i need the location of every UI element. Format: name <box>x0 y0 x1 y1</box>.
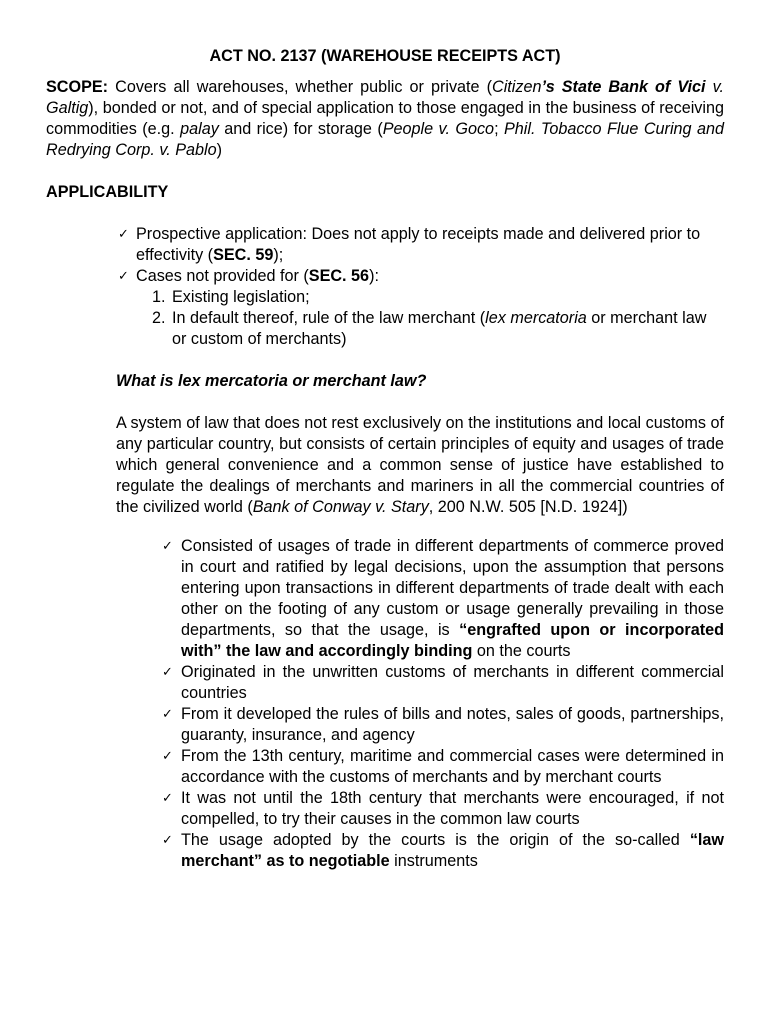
applicability-heading: APPLICABILITY <box>46 183 169 201</box>
source-item-existing-legislation <box>152 287 724 308</box>
applicability-item-prospective <box>120 224 724 266</box>
sources-list <box>136 287 724 350</box>
point-text: Consisted of usages of trade in different departments of commerce proved in court and ratified by legal decisions, upon the assumption that persons entering upon transactions in different departments of trade dealt with each other on the footing of any custom or usage generally prevailing in those departments, so that the usage, is <box>181 537 724 639</box>
list-number: 2. <box>152 309 166 327</box>
item-text: Cases not provided for ( <box>136 267 309 285</box>
case-citizens-c: v. Galtig <box>46 78 725 117</box>
section-ref-59: SEC. 59 <box>213 246 274 264</box>
term-lex-mercatoria: lex mercatoria <box>485 309 587 327</box>
characteristic-origin-law-merchant <box>181 830 724 872</box>
case-bank-of-conway: Bank of Conway v. Stary <box>252 498 429 516</box>
point-text: The usage adopted by the courts is the origin of the so-called <box>181 831 690 849</box>
source-text: In default thereof, rule of the law merchant ( <box>172 309 486 327</box>
characteristic-18th-century: ✓ It was not until the 18th century that merchants were encouraged, if not compelled, to try their causes in the common law courts <box>181 788 724 830</box>
item-text-end: ): <box>369 267 379 285</box>
source-text: Existing legislation; <box>172 288 310 306</box>
source-item-law-merchant <box>152 308 724 350</box>
source-text-end: or merchant law or custom of merchants) <box>172 309 707 348</box>
point-text-end: instruments <box>389 852 478 870</box>
term-palay: palay <box>180 120 219 138</box>
point-text-end: on the courts <box>472 642 571 660</box>
case-citizens-a: Citizen <box>492 78 542 96</box>
scope-text-4: ; <box>494 120 504 138</box>
characteristic-usages-of-trade <box>181 536 724 662</box>
scope-label: SCOPE: <box>46 78 109 96</box>
point-emphasis: “engrafted upon or incorporated with” the law and accordingly binding <box>181 621 724 660</box>
scope-text-3: and rice) for storage ( <box>218 120 383 138</box>
point-emphasis: “law merchant” as to negotiable <box>181 831 724 870</box>
item-text-end: ); <box>273 246 284 264</box>
case-phil-tobacco: Phil. Tobacco Flue Curing and Redrying Corp. v. Pablo <box>46 120 724 159</box>
scope-text-2: ), bonded or not, and of special application to those engaged in the business of receiving commodities (e.g. <box>46 99 724 138</box>
document-title: ACT NO. 2137 (WAREHOUSE RECEIPTS ACT) <box>209 47 561 65</box>
item-text: Prospective application: Does not apply to receipts made and delivered prior to effectivity ( <box>136 225 701 264</box>
section-ref-56: SEC. 56 <box>308 267 370 285</box>
applicability-list <box>46 224 724 350</box>
characteristic-unwritten-customs: ✓ Originated in the unwritten customs of merchants in different commercial countries <box>181 662 724 704</box>
characteristics-list <box>46 536 724 872</box>
definition-text: A system of law that does not rest exclusively on the institutions and local customs of any particular country, but consists of certain principles of equity and usages of trade which general convenience and a common sense of justice have established to regulate the dealings of merchants and mariners in all the commercial countries of the civilized world ( <box>116 414 724 516</box>
definition-citation: , 200 N.W. 505 [N.D. 1924]) <box>428 498 628 516</box>
characteristic-13th-century: ✓ From the 13th century, maritime and commercial cases were determined in accordance with the customs of merchants and by merchant courts <box>181 746 724 788</box>
definition-paragraph <box>116 413 724 518</box>
characteristic-developed-rules: ✓ From it developed the rules of bills and notes, sales of goods, partnerships, guaranty, insurance, and agency <box>181 704 724 746</box>
scope-text-1: Covers all warehouses, whether public or private ( <box>108 78 493 96</box>
list-number: 1. <box>152 288 166 306</box>
case-people-v-goco: People v. Goco <box>382 120 495 138</box>
question-heading: What is lex mercatoria or merchant law? <box>116 372 427 390</box>
case-citizens-b: ’s State Bank of Vici <box>541 78 706 96</box>
scope-text-5: ) <box>216 141 223 159</box>
applicability-item-cases-not-provided <box>120 266 724 350</box>
scope-paragraph <box>46 77 724 161</box>
